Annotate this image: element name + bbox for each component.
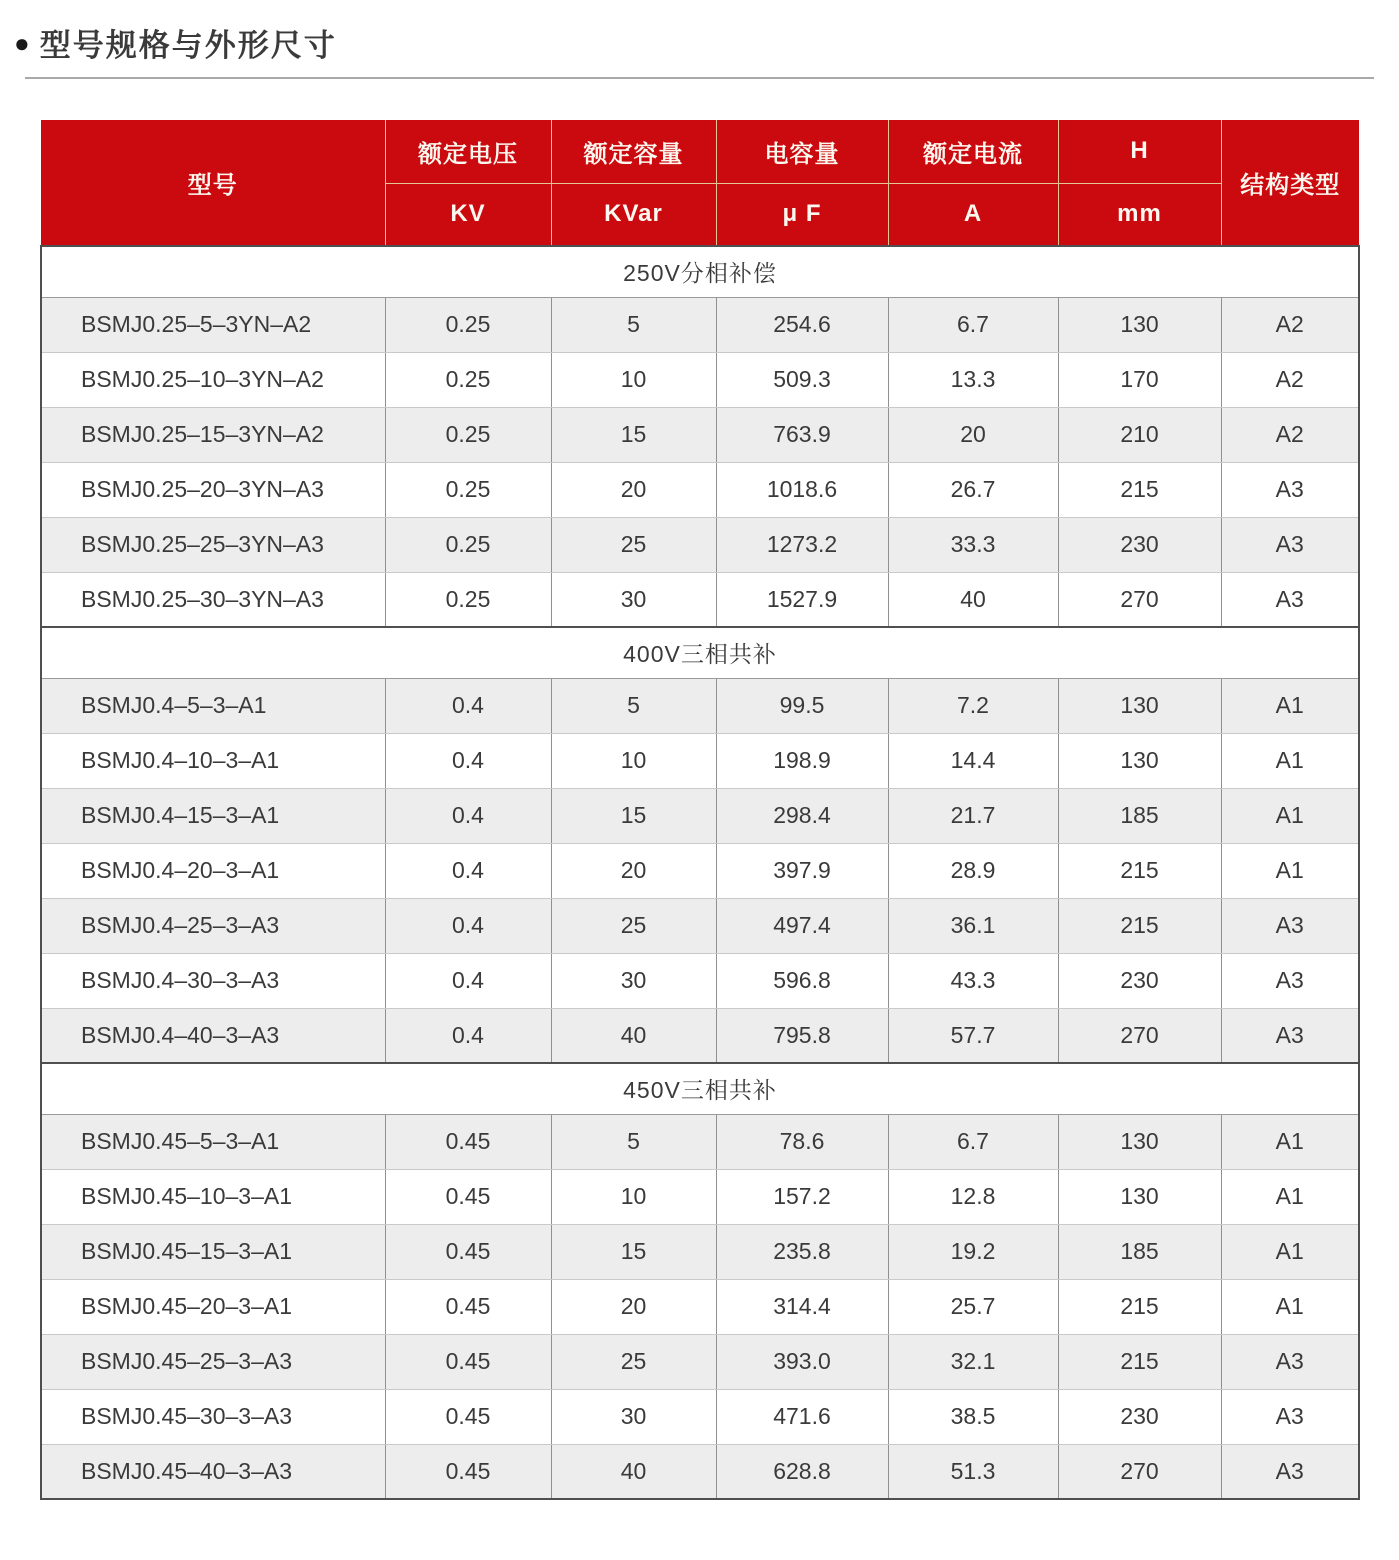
value-cell: 230 [1058, 953, 1221, 1008]
value-cell: 1273.2 [716, 517, 888, 572]
value-cell: 51.3 [888, 1444, 1058, 1499]
section-label: 250V分相补偿 [41, 246, 1359, 297]
value-cell: 6.7 [888, 297, 1058, 352]
value-cell: 30 [551, 572, 716, 627]
table-row [41, 898, 1359, 953]
table-row [41, 1224, 1359, 1279]
value-cell: 40 [551, 1444, 716, 1499]
col-header-capacitance: 电容量 [716, 120, 888, 183]
value-cell: 0.25 [385, 352, 551, 407]
value-cell: 0.45 [385, 1279, 551, 1334]
value-cell: 230 [1058, 517, 1221, 572]
value-cell: 157.2 [716, 1169, 888, 1224]
value-cell: 57.7 [888, 1008, 1058, 1063]
value-cell: 215 [1058, 462, 1221, 517]
value-cell: A1 [1221, 788, 1359, 843]
value-cell: 1527.9 [716, 572, 888, 627]
value-cell: A1 [1221, 1279, 1359, 1334]
value-cell: A3 [1221, 898, 1359, 953]
model-cell: BSMJ0.25–10–3YN–A2 [41, 352, 385, 407]
model-cell: BSMJ0.45–20–3–A1 [41, 1279, 385, 1334]
model-cell: BSMJ0.25–15–3YN–A2 [41, 407, 385, 462]
value-cell: 36.1 [888, 898, 1058, 953]
table-row [41, 517, 1359, 572]
section-header-row [41, 1063, 1359, 1114]
value-cell: 497.4 [716, 898, 888, 953]
model-cell: BSMJ0.45–25–3–A3 [41, 1334, 385, 1389]
value-cell: A1 [1221, 1114, 1359, 1169]
model-cell: BSMJ0.45–40–3–A3 [41, 1444, 385, 1499]
model-cell: BSMJ0.4–25–3–A3 [41, 898, 385, 953]
value-cell: 33.3 [888, 517, 1058, 572]
value-cell: A2 [1221, 407, 1359, 462]
value-cell: A1 [1221, 1169, 1359, 1224]
value-cell: 78.6 [716, 1114, 888, 1169]
table-header [41, 120, 1359, 246]
col-header-rated-capacity: 额定容量 [551, 120, 716, 183]
model-cell: BSMJ0.4–10–3–A1 [41, 733, 385, 788]
model-cell: BSMJ0.45–5–3–A1 [41, 1114, 385, 1169]
table-row [41, 1169, 1359, 1224]
value-cell: 15 [551, 407, 716, 462]
table-body [41, 246, 1359, 1499]
value-cell: A1 [1221, 843, 1359, 898]
value-cell: 25 [551, 898, 716, 953]
table-row [41, 788, 1359, 843]
value-cell: 14.4 [888, 733, 1058, 788]
value-cell: 99.5 [716, 678, 888, 733]
page-title: 型号规格与外形尺寸 [39, 28, 337, 63]
table-row [41, 352, 1359, 407]
value-cell: 185 [1058, 788, 1221, 843]
model-cell: BSMJ0.25–30–3YN–A3 [41, 572, 385, 627]
unit-a: A [888, 183, 1058, 246]
value-cell: A1 [1221, 678, 1359, 733]
value-cell: 270 [1058, 1444, 1221, 1499]
unit-uf: μ F [716, 183, 888, 246]
model-cell: BSMJ0.45–10–3–A1 [41, 1169, 385, 1224]
value-cell: 32.1 [888, 1334, 1058, 1389]
value-cell: 795.8 [716, 1008, 888, 1063]
table-row [41, 953, 1359, 1008]
value-cell: 0.4 [385, 843, 551, 898]
value-cell: 25.7 [888, 1279, 1058, 1334]
title-underline [25, 77, 1374, 79]
col-header-structure-type: 结构类型 [1221, 120, 1359, 246]
value-cell: 10 [551, 733, 716, 788]
value-cell: 130 [1058, 733, 1221, 788]
value-cell: 10 [551, 1169, 716, 1224]
value-cell: A3 [1221, 1008, 1359, 1063]
value-cell: 0.4 [385, 788, 551, 843]
value-cell: 0.4 [385, 953, 551, 1008]
value-cell: 215 [1058, 1334, 1221, 1389]
value-cell: 235.8 [716, 1224, 888, 1279]
value-cell: 40 [551, 1008, 716, 1063]
value-cell: 471.6 [716, 1389, 888, 1444]
value-cell: A1 [1221, 733, 1359, 788]
value-cell: 270 [1058, 1008, 1221, 1063]
table-row [41, 843, 1359, 898]
table-row [41, 462, 1359, 517]
value-cell: 21.7 [888, 788, 1058, 843]
value-cell: 20 [551, 462, 716, 517]
value-cell: 215 [1058, 843, 1221, 898]
value-cell: 1018.6 [716, 462, 888, 517]
model-cell: BSMJ0.25–5–3YN–A2 [41, 297, 385, 352]
bullet-icon: ● [14, 27, 30, 58]
value-cell: 30 [551, 1389, 716, 1444]
value-cell: 20 [551, 843, 716, 898]
value-cell: 185 [1058, 1224, 1221, 1279]
value-cell: 0.45 [385, 1444, 551, 1499]
model-cell: BSMJ0.45–15–3–A1 [41, 1224, 385, 1279]
section-label: 450V三相共补 [41, 1063, 1359, 1114]
value-cell: 170 [1058, 352, 1221, 407]
table-row [41, 572, 1359, 627]
model-cell: BSMJ0.4–30–3–A3 [41, 953, 385, 1008]
col-header-height: H [1058, 120, 1221, 183]
value-cell: 0.25 [385, 462, 551, 517]
unit-kv: KV [385, 183, 551, 246]
value-cell: 0.25 [385, 517, 551, 572]
value-cell: 12.8 [888, 1169, 1058, 1224]
value-cell: 20 [888, 407, 1058, 462]
title-block [0, 0, 1399, 65]
value-cell: A3 [1221, 1389, 1359, 1444]
value-cell: A3 [1221, 572, 1359, 627]
value-cell: 130 [1058, 1169, 1221, 1224]
value-cell: 5 [551, 297, 716, 352]
value-cell: 393.0 [716, 1334, 888, 1389]
value-cell: 0.4 [385, 1008, 551, 1063]
value-cell: 230 [1058, 1389, 1221, 1444]
table-row [41, 1334, 1359, 1389]
table-row [41, 297, 1359, 352]
value-cell: 0.25 [385, 297, 551, 352]
model-cell: BSMJ0.4–5–3–A1 [41, 678, 385, 733]
value-cell: 26.7 [888, 462, 1058, 517]
value-cell: 298.4 [716, 788, 888, 843]
value-cell: 0.45 [385, 1389, 551, 1444]
spec-table [40, 120, 1360, 1500]
value-cell: 15 [551, 788, 716, 843]
model-cell: BSMJ0.4–20–3–A1 [41, 843, 385, 898]
value-cell: 215 [1058, 898, 1221, 953]
value-cell: 25 [551, 517, 716, 572]
col-header-rated-current: 额定电流 [888, 120, 1058, 183]
value-cell: A3 [1221, 953, 1359, 1008]
table-row [41, 733, 1359, 788]
value-cell: 130 [1058, 1114, 1221, 1169]
section-header-row [41, 627, 1359, 678]
value-cell: 0.25 [385, 407, 551, 462]
table-row [41, 1008, 1359, 1063]
value-cell: 254.6 [716, 297, 888, 352]
value-cell: 5 [551, 1114, 716, 1169]
unit-mm: mm [1058, 183, 1221, 246]
value-cell: A2 [1221, 352, 1359, 407]
value-cell: 0.45 [385, 1334, 551, 1389]
value-cell: 43.3 [888, 953, 1058, 1008]
value-cell: A2 [1221, 297, 1359, 352]
value-cell: 509.3 [716, 352, 888, 407]
value-cell: 0.4 [385, 733, 551, 788]
value-cell: 0.4 [385, 898, 551, 953]
col-header-rated-voltage: 额定电压 [385, 120, 551, 183]
value-cell: A3 [1221, 1444, 1359, 1499]
value-cell: 30 [551, 953, 716, 1008]
value-cell: 5 [551, 678, 716, 733]
model-cell: BSMJ0.25–25–3YN–A3 [41, 517, 385, 572]
model-cell: BSMJ0.25–20–3YN–A3 [41, 462, 385, 517]
value-cell: 130 [1058, 297, 1221, 352]
value-cell: 10 [551, 352, 716, 407]
unit-kvar: KVar [551, 183, 716, 246]
value-cell: 0.45 [385, 1169, 551, 1224]
table-row [41, 1389, 1359, 1444]
model-cell: BSMJ0.4–15–3–A1 [41, 788, 385, 843]
value-cell: 20 [551, 1279, 716, 1334]
section-header-row [41, 246, 1359, 297]
value-cell: 0.45 [385, 1114, 551, 1169]
table-row [41, 1444, 1359, 1499]
value-cell: 397.9 [716, 843, 888, 898]
model-cell: BSMJ0.45–30–3–A3 [41, 1389, 385, 1444]
table-row [41, 407, 1359, 462]
model-cell: BSMJ0.4–40–3–A3 [41, 1008, 385, 1063]
value-cell: 314.4 [716, 1279, 888, 1334]
value-cell: A3 [1221, 517, 1359, 572]
value-cell: 763.9 [716, 407, 888, 462]
value-cell: 13.3 [888, 352, 1058, 407]
table-row [41, 1279, 1359, 1334]
value-cell: A3 [1221, 462, 1359, 517]
value-cell: 270 [1058, 572, 1221, 627]
header-name-row [41, 120, 1359, 183]
section-label: 400V三相共补 [41, 627, 1359, 678]
value-cell: 0.25 [385, 572, 551, 627]
col-header-model: 型号 [41, 120, 385, 246]
value-cell: 38.5 [888, 1389, 1058, 1444]
table-row [41, 1114, 1359, 1169]
value-cell: 0.4 [385, 678, 551, 733]
value-cell: 210 [1058, 407, 1221, 462]
value-cell: 0.45 [385, 1224, 551, 1279]
value-cell: 596.8 [716, 953, 888, 1008]
value-cell: 6.7 [888, 1114, 1058, 1169]
value-cell: 19.2 [888, 1224, 1058, 1279]
value-cell: 25 [551, 1334, 716, 1389]
value-cell: 7.2 [888, 678, 1058, 733]
value-cell: 40 [888, 572, 1058, 627]
value-cell: 130 [1058, 678, 1221, 733]
value-cell: A3 [1221, 1334, 1359, 1389]
value-cell: 628.8 [716, 1444, 888, 1499]
value-cell: 198.9 [716, 733, 888, 788]
value-cell: A1 [1221, 1224, 1359, 1279]
value-cell: 15 [551, 1224, 716, 1279]
value-cell: 28.9 [888, 843, 1058, 898]
value-cell: 215 [1058, 1279, 1221, 1334]
table-row [41, 678, 1359, 733]
